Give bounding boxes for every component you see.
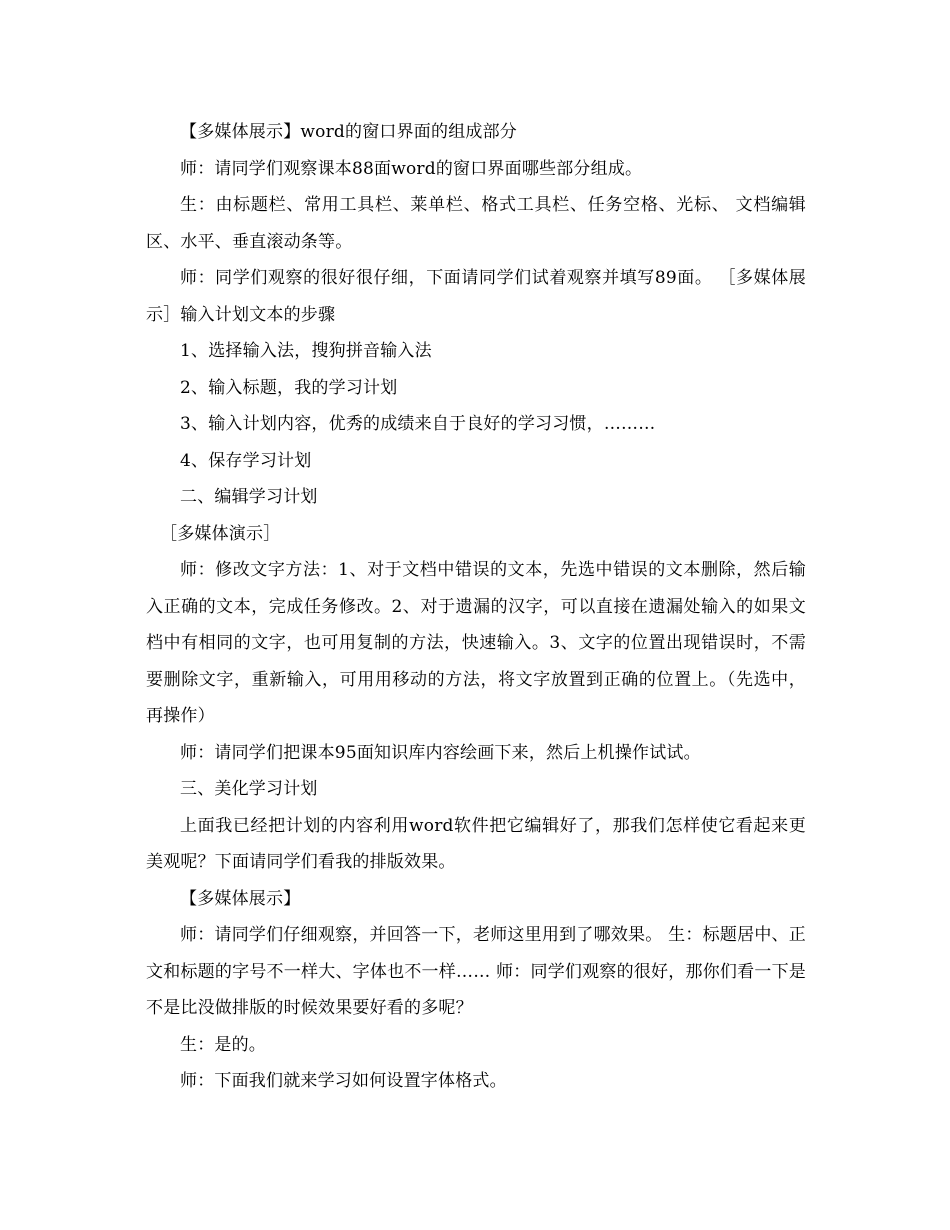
document-body [146,114,806,1100]
paragraph-17: 生：是的。 [180,1034,266,1055]
paragraph-5: 1、选择输入法，搜狗拼音输入法 [180,341,432,361]
paragraph-6: 2、输入标题，我的学习计划 [180,377,398,398]
paragraph-8: 4、保存学习计划 [180,450,312,471]
paragraph-14: 上面我已经把计划的内容利用word软件把它编辑好了，那我们怎样使它看起来更美观呢？下面请同学们看我的排版效果。 [146,815,806,872]
paragraph-9: 二、编辑学习计划 [180,487,318,507]
paragraph-7: 3、输入计划内容，优秀的成绩来自于良好的学习习惯，……… [180,414,656,434]
paragraph-12: 师：请同学们把课本95面知识库内容绘画下来，然后上机操作试试。 [180,742,701,763]
paragraph-4: 师：同学们观察的很好很仔细，下面请同学们试着观察并填写89面。 ［多媒体展示］输入计划文本的步骤 [146,268,806,325]
paragraph-13: 三、美化学习计划 [180,779,318,799]
paragraph-16: 师：请同学们仔细观察，并回答一下，老师这里用到了哪效果。 生：标题居中、正文和标题的字号不一样大、字体也不一样…… 师：同学们观察的很好，那你们看一下是不是比没做排版的时候效果要好看的多呢？ [146,925,806,1018]
paragraph-15: 【多媒体展示】 [180,888,301,909]
paragraph-10: ［多媒体演示］ [160,523,281,544]
paragraph-18: 师：下面我们就来学习如何设置字体格式。 [180,1071,507,1091]
paragraph-1: 【多媒体展示】word的窗口界面的组成部分 [180,122,517,142]
paragraph-2: 师：请同学们观察课本88面word的窗口界面哪些部分组成。 [180,158,643,179]
paragraph-11: 师：修改文字方法：1、对于文档中错误的文本，先选中错误的文本删除，然后输入正确的文本，完成任务修改。2、对于遗漏的汉字，可以直接在遗漏处输入的如果文档中有相同的文字，也可用复制的方法，快速输入。3、文字的位置出现错误时，不需要删除文字，重新输入，可用用移动的方法，将文字放置到正确的位置上。（先选中，再操作） [146,560,806,726]
paragraph-3: 生：由标题栏、常用工具栏、莱单栏、格式工具栏、任务空格、光标、 文档编辑区、水平、垂直滚动条等。 [146,195,806,252]
